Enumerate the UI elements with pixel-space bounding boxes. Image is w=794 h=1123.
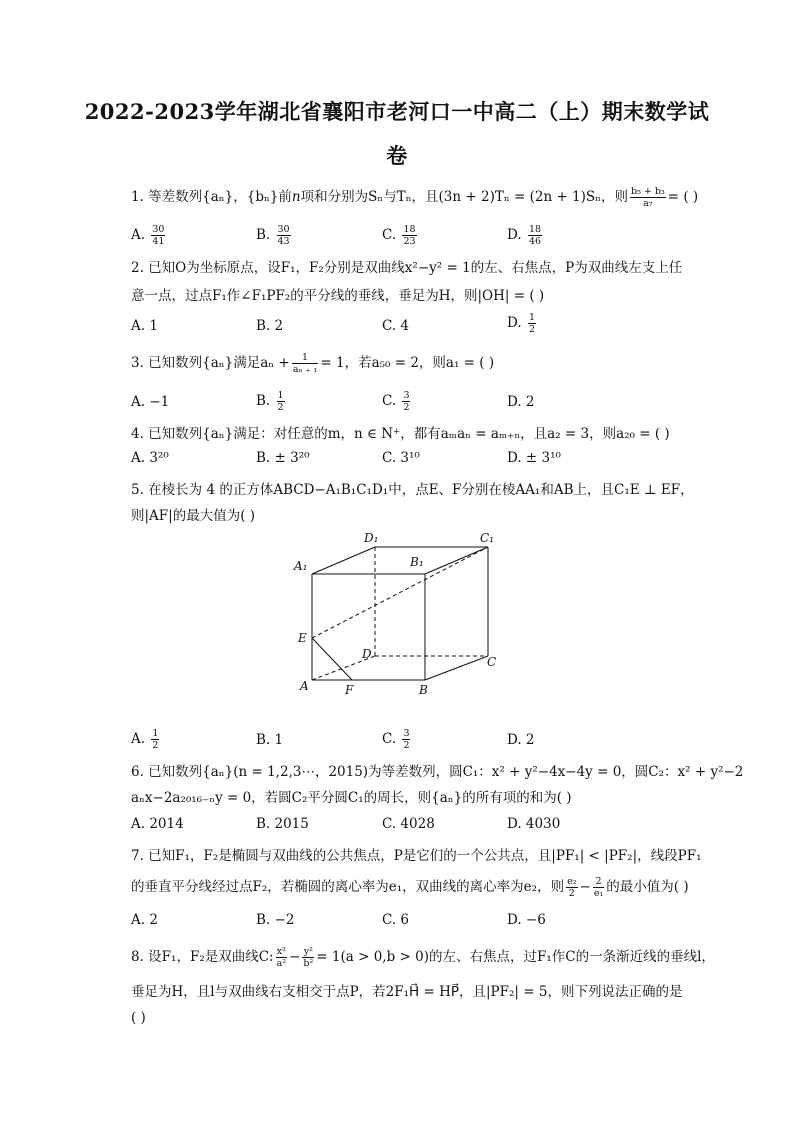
question-8-line3: ( ) <box>131 1010 146 1026</box>
question-2-options <box>131 312 691 342</box>
question-5-option-b[interactable]: B. 1 <box>256 732 284 748</box>
question-4-option-b[interactable]: B. ± 3²⁰ <box>256 450 310 466</box>
question-4-options <box>131 450 691 474</box>
label-b: B <box>419 683 428 697</box>
question-1-option-c[interactable]: C. $\frac{18}{23}$ <box>382 224 416 247</box>
question-1-fraction: $\frac{\text{b₅ + b₃}}{\text{a₇}}$ <box>630 186 665 209</box>
exam-title-line2: 卷 <box>386 143 408 168</box>
question-1-text-b: 项和分别为Sₙ与Tₙ，且(3n + 2)Tₙ = (2n + 1)Sₙ，则 <box>300 189 628 205</box>
question-3-options <box>131 390 691 414</box>
label-a: A <box>300 679 309 693</box>
question-5-option-c[interactable]: C. $\frac{3}{2}$ <box>382 728 410 751</box>
question-2-option-c[interactable]: C. 4 <box>382 318 410 334</box>
question-7-option-a[interactable]: A. 2 <box>131 912 158 928</box>
question-5-option-a[interactable]: A. $\frac{1}{2}$ <box>131 728 159 751</box>
label-d1: D₁ <box>364 531 379 545</box>
question-3-text-a: 3. 已知数列{aₙ}满足aₙ + <box>131 355 290 371</box>
question-3-option-b[interactable]: B. $\frac{1}{2}$ <box>256 390 284 413</box>
question-7-line2 <box>131 876 701 899</box>
question-3-option-c[interactable]: C. $\frac{3}{2}$ <box>382 390 410 413</box>
question-5-option-d[interactable]: D. 2 <box>507 732 535 748</box>
hidden-segment-ec1 <box>312 547 488 638</box>
question-7-fraction-2: $\frac{2}{\text{e₁}}$ <box>593 876 604 899</box>
question-4-option-a[interactable]: A. 3²⁰ <box>131 450 169 466</box>
question-2-line1: 2. 已知O为坐标原点，设F₁，F₂分别是双曲线x²−y² = 1的左、右焦点，P为双曲线左支上任 <box>131 260 683 276</box>
question-1-option-d[interactable]: D. $\frac{18}{46}$ <box>507 224 542 247</box>
label-d: D <box>362 647 372 661</box>
label-b1: B₁ <box>410 555 424 569</box>
question-8-fraction-2: $\frac{\text{y²}}{\text{b²}}$ <box>303 946 314 969</box>
question-8-line1 <box>131 946 715 969</box>
question-2-option-d[interactable]: D. $\frac{1}{2}$ <box>507 312 535 335</box>
question-2-line2: 意一点，过点F₁作∠F₁PF₂的平分线的垂线，垂足为H，则|OH| = ( ) <box>131 288 545 304</box>
question-5-line2: 则|AF|的最大值为( ) <box>131 508 256 524</box>
question-7-fraction-1: $\frac{\text{e₂}}{2}$ <box>567 876 577 899</box>
question-4-option-c[interactable]: C. 3¹⁰ <box>382 450 420 466</box>
cube-figure <box>290 530 510 700</box>
question-1-option-a[interactable]: A. $\frac{30}{41}$ <box>131 224 165 247</box>
question-2-option-b[interactable]: B. 2 <box>256 318 284 334</box>
edge-b1-c1 <box>425 547 488 574</box>
question-7-option-c[interactable]: C. 6 <box>382 912 410 928</box>
label-c: C <box>487 655 497 669</box>
question-7-options <box>131 912 691 936</box>
question-8-fraction-1: $\frac{\text{x²}}{\text{a²}}$ <box>276 946 287 969</box>
edge-a1-d1 <box>312 547 375 574</box>
label-f: F <box>345 683 354 697</box>
question-8-text-a: 8. 设F₁，F₂是双曲线C: <box>131 949 274 965</box>
question-7-minus: − <box>579 879 591 895</box>
question-7-option-d[interactable]: D. −6 <box>507 912 546 928</box>
question-6-options <box>131 816 691 840</box>
segment-ef <box>312 638 352 680</box>
question-8-text-b: = 1(a > 0,b > 0)的左、右焦点，过F₁作C的一条渐近线的垂线l， <box>316 949 715 965</box>
question-6-option-a[interactable]: A. 2014 <box>131 816 184 832</box>
question-7-option-b[interactable]: B. −2 <box>256 912 295 928</box>
label-a1: A₁ <box>294 559 308 573</box>
edge-b-c <box>425 656 488 680</box>
question-7-text-b: 的最小值为( ) <box>606 879 689 895</box>
question-5-line1: 5. 在棱长为 4 的正方体ABCD−A₁B₁C₁D₁中，点E、F分别在棱AA₁和AB上，且C₁E ⊥ EF， <box>131 482 694 498</box>
question-1-var-n: n <box>291 189 301 205</box>
question-1-options <box>131 224 691 248</box>
label-e: E <box>298 631 307 645</box>
question-1-text-a: 1. 等差数列{aₙ}，{bₙ}前 <box>131 189 292 205</box>
question-6-line2: aₙx−2a₂₀₁₆₋ₙy = 0，若圆C₂平分圆C₁的周长，则{aₙ}的所有项的和为( ) <box>131 790 572 806</box>
question-8-minus: − <box>289 949 301 965</box>
question-3-fraction: $\frac{1}{\text{aₙ ₊ ₁}}$ <box>292 352 318 375</box>
question-7-line1: 7. 已知F₁，F₂是椭圆与双曲线的公共焦点，P是它们的一个公共点，且|PF₁| < |PF₂|，线段PF₁ <box>131 848 702 864</box>
question-3 <box>131 352 701 375</box>
question-3-text-b: = 1，若a₅₀ = 2，则a₁ = ( ) <box>320 355 495 371</box>
question-7-text-a: 的垂直平分线经过点F₂，若椭圆的离心率为e₁，双曲线的离心率为e₂，则 <box>131 879 565 895</box>
question-6-option-b[interactable]: B. 2015 <box>256 816 309 832</box>
question-3-option-a[interactable]: A. −1 <box>131 394 170 410</box>
question-2-option-a[interactable]: A. 1 <box>131 318 158 334</box>
question-4-option-d[interactable]: D. ± 3¹⁰ <box>507 450 561 466</box>
question-4-line1: 4. 已知数列{aₙ}满足：对任意的m，n ∈ N⁺，都有aₘaₙ = aₘ₊ₙ，且a₂ = 3，则a₂₀ = ( ) <box>131 426 670 442</box>
question-8-line2: 垂足为H，且l与双曲线右支相交于点P，若2F₁H⃗ = HP⃗，且|PF₂| = 5，则下列说法正确的是 <box>131 984 683 1000</box>
question-6-option-d[interactable]: D. 4030 <box>507 816 561 832</box>
question-1 <box>131 186 701 209</box>
exam-title-line1: 2022-2023学年湖北省襄阳市老河口一中高二（上）期末数学试 <box>84 99 710 124</box>
question-1-text-c: = ( ) <box>667 189 699 205</box>
question-6-line1: 6. 已知数列{aₙ}(n = 1,2,3⋯，2015)为等差数列，圆C₁：x² + y²−4x−4y = 0，圆C₂：x² + y²−2 <box>131 764 744 780</box>
question-1-option-b[interactable]: B. $\frac{30}{43}$ <box>256 224 290 247</box>
label-c1: C₁ <box>480 531 494 545</box>
question-3-option-d[interactable]: D. 2 <box>507 394 535 410</box>
question-6-option-c[interactable]: C. 4028 <box>382 816 435 832</box>
question-5-options <box>131 728 691 752</box>
